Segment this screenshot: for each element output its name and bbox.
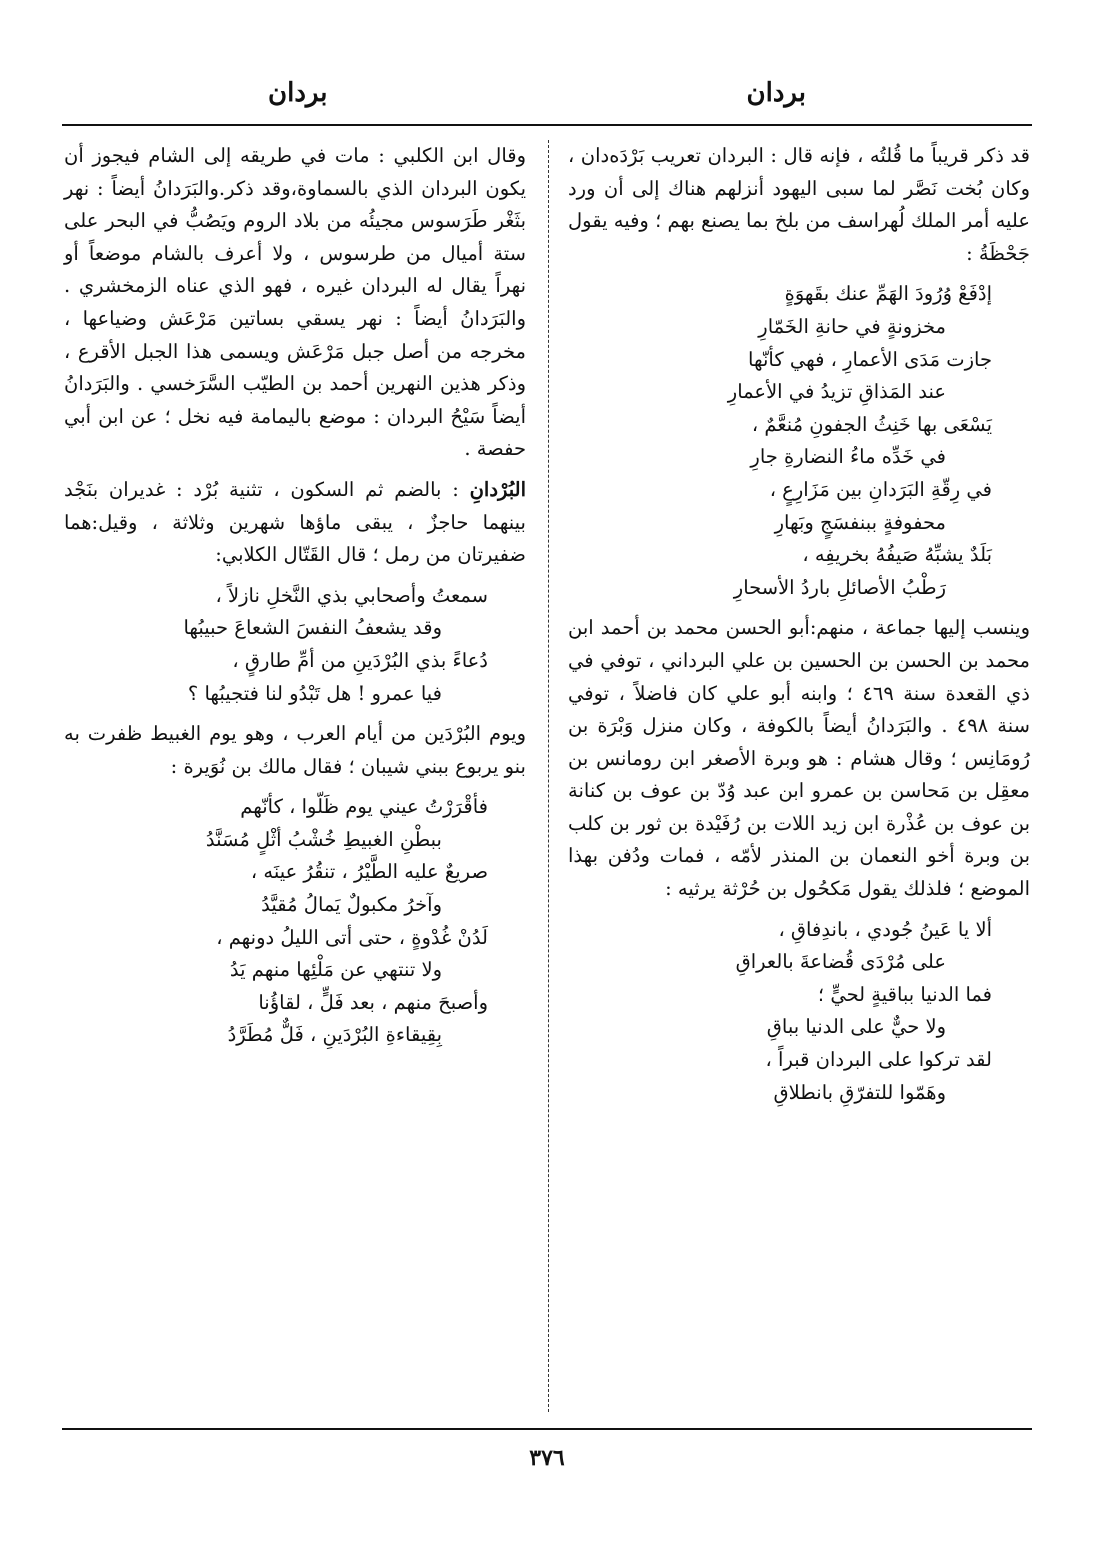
verse-first-hemistich: لقد تركوا على البردان قبراً ، bbox=[765, 1048, 992, 1072]
verse-first-hemistich: يَسْعَى بها خَنِثُ الجفونِ مُنعَّمٌ ، bbox=[751, 412, 992, 436]
verse-first-hemistich: جازت مَدَى الأعمارِ ، فهي كأنّها bbox=[748, 347, 992, 371]
spacer bbox=[64, 710, 526, 718]
verse bbox=[568, 914, 1030, 979]
paragraph: وينسب إليها جماعة ، منهم:أبو الحسن محمد بن أحمد ابن محمد بن الحسن بن الحسين بن علي البرداني ، توفي في ذي القعدة سنة ٤٦٩ ؛ وابنه أبو علي كان فاضلاً ، توفي سنة ٤٩٨ . والبَرَدانُ أيضاً بالكوفة ، وكان منزل وَبْرَة بن رُومَانِس ؛ وقال هشام : هو وبرة الأصغر ابن رومانس بن معقِل بن مَحاسن بن عمرو ابن عبد وُدّ بن عوف بن كنانة بن عوف بن عُذْرة ابن زيد اللات بن رُفَيْدة بن ثور بن كلب بن وبرة أخو النعمان بن المنذر لأمّه ، فمات ودُفن بهذا الموضع ؛ فلذلك يقول مَكحُول بن حُرْثة يرثيه : bbox=[568, 616, 1030, 901]
spacer bbox=[64, 783, 526, 791]
verse bbox=[64, 580, 526, 645]
verse-second-hemistich: بِقِيقاءةِ البُرْدَينِ ، فَلٌّ مُطَرَّدُ bbox=[227, 1023, 442, 1047]
verse bbox=[568, 409, 1030, 474]
verse-first-hemistich: لَدُنْ غُدْوةٍ ، حتى أتى الليلُ دونهم ، bbox=[216, 925, 488, 949]
verse-first-hemistich: في رِقّةِ البَرَدانِ بين مَزَارِعٍ ، bbox=[769, 477, 992, 501]
verse bbox=[568, 344, 1030, 409]
verse-first-hemistich: دُعاءً بذي البُرْدَينِ من أمِّ طارقٍ ، bbox=[232, 648, 488, 672]
verse bbox=[64, 856, 526, 921]
verse-second-hemistich: عند المَذاقِ تزيدُ في الأعمارِ bbox=[727, 380, 946, 404]
verse bbox=[568, 278, 1030, 343]
verse-first-hemistich: بَلَدٌ يشبِّهُ صَيفُهُ بخريفِه ، bbox=[802, 543, 992, 567]
column-divider bbox=[548, 140, 549, 1412]
spacer bbox=[568, 604, 1030, 612]
verse-first-hemistich: صريعٌ عليه الطَّيْرُ ، تنقُرُ عينَه ، bbox=[250, 860, 488, 884]
spacer bbox=[64, 466, 526, 474]
verse bbox=[64, 791, 526, 856]
top-rule bbox=[62, 124, 1032, 126]
verse-second-hemistich: مخزونةٍ في حانةِ الخَمّارِ bbox=[758, 314, 946, 338]
spacer bbox=[64, 572, 526, 580]
page-number: ٣٧٦ bbox=[529, 1445, 565, 1471]
paragraph: وقال ابن الكلبي : مات في طريقه إلى الشام فيجوز أن يكون البردان الذي بالسماوة،وقد ذكر.والبَرَدانُ أيضاً : نهر بثَغْر طَرَسوس مجيئُه من بلاد الروم ويَصُبُّ في البحر على ستة أميال من طرسوس ، ولا أعرف بالشام موضعاً أو نهراً يقال له البردان غيره ، فهو الذي عناه الزمخشري . والبَرَدانُ أيضاً : نهر يسقي بساتين مَرْعَش وضياعها ، مخرجه من أصل جبل مَرْعَش ويسمى هذا الجبل الأقرع ، وذكر هذين النهرين أحمد بن الطيّب السَّرَخسي . والبَرَدانُ أيضاً سَيْحُ البردان : موضع باليمامة فيه نخل ؛ عن ابن أبي حفصة . bbox=[64, 144, 526, 461]
verse-second-hemistich: ولا تنتهي عن مَلْئِها منهم يَدُ bbox=[229, 958, 442, 982]
verse-second-hemistich: رَطْبُ الأصائلِ باردُ الأسحارِ bbox=[733, 575, 946, 599]
verse-second-hemistich: وقد يشعفُ النفسَ الشعاعَ حبيبُها bbox=[183, 616, 442, 640]
verse-first-hemistich: سمعتُ وأصحابي بذي النَّخلِ نازلاً ، bbox=[215, 583, 488, 607]
entry-headword: البُرْدانِ bbox=[469, 477, 527, 501]
verse bbox=[64, 987, 526, 1052]
verse bbox=[568, 979, 1030, 1044]
right-column bbox=[568, 140, 1030, 1109]
verse bbox=[568, 474, 1030, 539]
verse-second-hemistich: ولا حيٌّ على الدنيا بباقِ bbox=[766, 1015, 946, 1039]
verse-second-hemistich: وهَمّوا للتفرّقِ بانطلاقِ bbox=[773, 1080, 946, 1104]
verse-first-hemistich: وأصبحَ منهم ، بعد فَلٍّ ، لقاؤُنا bbox=[258, 990, 488, 1014]
paragraph: ويوم البُرْدَين من أيام العرب ، وهو يوم الغبيط ظفرت به بنو يربوع ببني شيبان ؛ فقال مالك بن نُوَيرة : bbox=[64, 722, 526, 778]
verse bbox=[64, 645, 526, 710]
verse bbox=[64, 922, 526, 987]
verse-first-hemistich: إدْفَعْ وُرُودَ الهَمِّ عنك بقَهوَةٍ bbox=[784, 282, 992, 306]
bottom-rule bbox=[62, 1428, 1032, 1430]
verse-second-hemistich: على مُرْدَى قُضاعةَ بالعراقِ bbox=[735, 950, 946, 974]
verse bbox=[568, 1044, 1030, 1109]
left-column bbox=[64, 140, 526, 1052]
spacer bbox=[568, 906, 1030, 914]
verse-first-hemistich: ألا يا عَينُ جُودي ، باندِفاقِ ، bbox=[778, 917, 992, 941]
verse-second-hemistich: فيا عمرو ! هل تَبْدُو لنا فتجيبُها ؟ bbox=[187, 681, 442, 705]
paragraph: قد ذكر قريباً ما قُلتُه ، فإنه قال : البردان تعريب بَرْدَه‌دان ، وكان بُخت نَصَّر لما سبى اليهود أنزلهم هناك إلى أن ورد عليه أمر الملك لُهراسف من بلخ بما يصنع بهم ؛ وفيه يقول جَحْظَةُ : bbox=[568, 144, 1030, 265]
verse-second-hemistich: وآخرُ مكبولٌ يَمالُ مُقيَّدُ bbox=[261, 893, 442, 917]
verse-first-hemistich: فما الدنيا بباقيةٍ لحيٍّ ؛ bbox=[817, 982, 992, 1006]
verse-second-hemistich: في خَدِّه ماءُ النضارةِ جارِ bbox=[750, 445, 946, 469]
verse-second-hemistich: محفوفةٍ ببنفسَجٍ وبَهارِ bbox=[774, 510, 946, 534]
spacer bbox=[568, 270, 1030, 278]
running-head-right: بردان bbox=[746, 78, 806, 108]
verse bbox=[568, 539, 1030, 604]
running-head-left: بردان bbox=[268, 78, 328, 108]
verse-second-hemistich: ببطْنِ الغبيطِ خُشْبُ أثْلٍ مُسَنَّدُ bbox=[205, 827, 442, 851]
verse-first-hemistich: فأقْرَرْتُ عيني يوم ظَلّوا ، كأنّهم bbox=[240, 795, 488, 819]
entry-paragraph bbox=[64, 474, 526, 572]
entry-definition: : بالضم ثم السكون ، تثنية بُرْد : غديران بنَجْد بينهما حاجزٌ ، يبقى ماؤها شهرين وثلاثة ، وقيل:هما ضفيرتان من رمل ؛ قال القَتّال الكلابي: bbox=[64, 477, 526, 567]
